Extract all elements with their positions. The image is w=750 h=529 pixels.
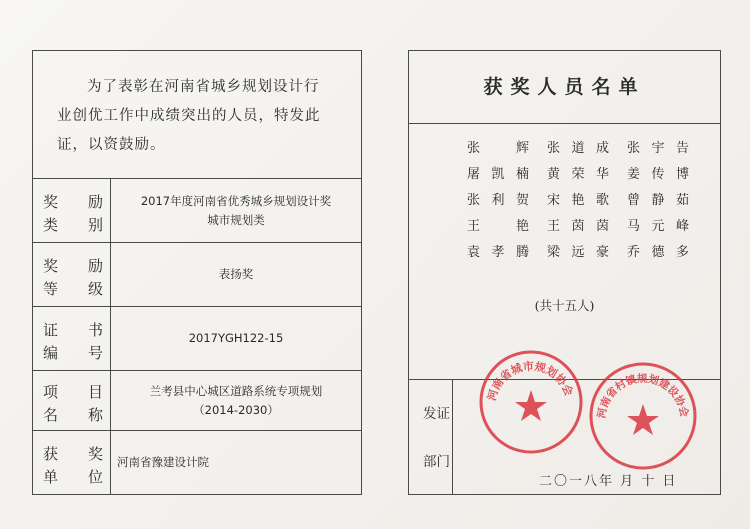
row-project-name	[33, 371, 361, 431]
label-award-category: 奖 励 类 别	[33, 179, 111, 242]
winner-name: 马 元 峰	[627, 219, 689, 234]
value-award-category: 2017年度河南省优秀城乡规划设计奖 城市规划类	[140, 193, 332, 227]
row-award-unit	[33, 431, 361, 494]
seal-city-planning-association	[475, 346, 587, 458]
certificate-right-panel	[408, 50, 721, 495]
value-project-name: 兰考县中心城区道路系统专项规划 （2014-2030）	[149, 383, 323, 417]
row-cert-no	[33, 307, 361, 371]
winner-name: 宋 艳 歌	[547, 193, 609, 208]
certificate-left-panel	[32, 50, 362, 495]
winners-list	[467, 137, 707, 267]
winners-row	[467, 163, 707, 189]
winner-name: 曾 静 茹	[627, 193, 689, 208]
winners-row	[467, 137, 707, 163]
winner-name: 屠 凯 楠	[467, 167, 529, 182]
value-award-level: 表扬奖	[218, 267, 254, 281]
winners-title: 获奖人员名单	[409, 51, 720, 124]
row-award-category	[33, 179, 361, 243]
label-award-level: 奖 励 等 级	[33, 243, 111, 306]
label-project-name: 项 目 名 称	[33, 371, 111, 430]
winners-row	[467, 241, 707, 267]
winner-name: 梁 远 豪	[547, 245, 609, 260]
winner-name: 姜 传 博	[627, 167, 689, 182]
value-award-unit: 河南省豫建设计院	[117, 455, 209, 469]
winner-name: 王 茵 茵	[547, 219, 609, 234]
winners-row	[467, 215, 707, 241]
intro-line-1: 为了表彰在河南省城乡规划设计行	[87, 79, 320, 95]
row-award-level	[33, 243, 361, 307]
issuer-label: 发证 部门	[409, 380, 453, 494]
winner-name: 张 道 成	[547, 141, 609, 156]
label-cert-no: 证 书 编 号	[33, 307, 111, 370]
winner-name: 袁 孝 腾	[467, 245, 529, 260]
winner-name: 张 辉	[467, 141, 529, 156]
winner-name: 黄 荣 华	[547, 167, 609, 182]
winner-name: 王 艳	[467, 219, 529, 234]
winner-name: 张 宇 告	[627, 141, 689, 156]
svg-text:河南省城市规划协会: 河南省城市规划协会	[485, 359, 576, 403]
value-cert-no: 2017YGH122-15	[188, 331, 284, 345]
winner-name: 乔 德 多	[627, 245, 689, 260]
issue-date: 二〇一八年 月 十 日	[539, 474, 678, 489]
issuer-section	[409, 359, 720, 494]
winner-name: 张 利 贺	[467, 193, 529, 208]
svg-text:河南省村镇规划建设协会: 河南省村镇规划建设协会	[595, 372, 691, 420]
intro-line-2: 业创优工作中成绩突出的人员，特发此	[57, 108, 321, 124]
intro-line-3: 证，以资鼓励。	[57, 137, 166, 153]
seal-village-planning-association	[585, 358, 701, 474]
intro-text	[33, 51, 361, 179]
winners-row	[467, 189, 707, 215]
winners-count: (共十五人)	[534, 298, 595, 313]
label-award-unit: 获 奖 单 位	[33, 431, 111, 494]
